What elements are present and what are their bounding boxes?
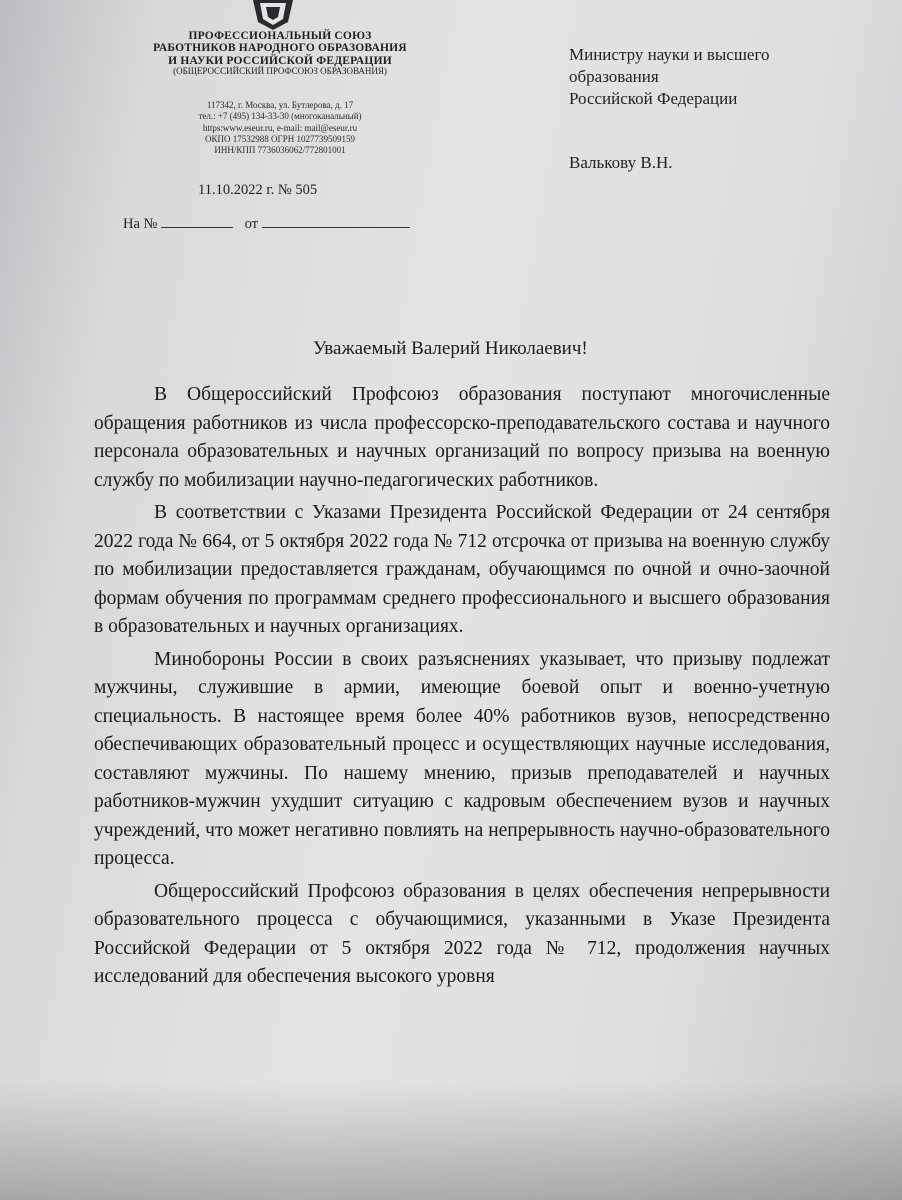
organization-header (120, 30, 440, 77)
letter-date-number: 11.10.2022 г. № 505 (198, 182, 318, 198)
contact-web-email: https:www.eseur.ru, e-mail: mail@eseur.ru (202, 122, 358, 133)
contact-inn-kpp: ИНН/КПП 7736036062/772801001 (214, 145, 346, 155)
body-paragraph: Минобороны России в своих разъяснениях указывает, что призыву подлежат мужчины, служившие в армии, имеющие боевой опыт и военно-учетную специальность. В настоящее время более 40% работников вузов, непосредственно обеспечивающих образовательный процесс и осуществляющих научные исследования, составляют мужчины. По нашему мнению, призыв преподавателей и научных работников-мужчин ухудшит ситуацию с кадровым обеспечением вузов и научных учреждений, что может негативно повлиять на непрерывность научно-образовательного процесса. (94, 648, 830, 869)
org-name-line: ПРОФЕССИОНАЛЬНЫЙ СОЮЗ (188, 30, 372, 42)
recipient-line: Российской Федерации (569, 89, 738, 108)
body-paragraph: В соответствии с Указами Президента Российской Федерации от 24 сентября 2022 года № 664, от 5 октября 2022 года № 712 отсрочка от призыва на военную службу по мобилизации предоставляется гражданам, обучающимся по очной и очно-заочной формам обучения по программам среднего профессионального и высшего образования в образовательных и научных организациях. (94, 502, 830, 637)
recipient-line: образования (569, 67, 659, 86)
letter-body (94, 381, 830, 992)
ref-from: от (244, 216, 259, 232)
ref-date-blank (262, 215, 410, 228)
contact-okpo-ogrn: ОКПО 17532988 ОГРН 1027739509159 (205, 133, 355, 144)
recipient-block (569, 44, 869, 110)
org-name-line: И НАУКИ РОССИЙСКОЙ ФЕДЕРАЦИИ (168, 54, 392, 67)
union-logo-icon (248, 0, 298, 30)
org-contacts (145, 100, 415, 156)
org-name-line: РАБОТНИКОВ НАРОДНОГО ОБРАЗОВАНИЯ (153, 42, 407, 55)
ref-prefix: На № (123, 216, 158, 232)
contact-phone: тел.: +7 (495) 134-33-30 (многоканальный) (198, 111, 362, 122)
contact-address: 117342, г. Москва, ул. Бутлерова, д. 17 (206, 100, 354, 110)
body-paragraph: Общероссийский Профсоюз образования в целях обеспечения непрерывности образовательного процесса с обучающимися, указанными в Указе Президента Российской Федерации от 5 октября 2022 года № 712, продолжения научных исследований для обеспечения высокого уровня (94, 880, 830, 987)
reference-line (123, 215, 410, 233)
body-paragraph: В Общероссийский Профсоюз образования поступают многочисленные обращения работников из числа профессорско-преподавательского состава и научного персонала образовательных и научных организаций по вопросу призыва на военную службу по мобилизации научно-педагогических работников. (94, 384, 830, 491)
ref-number-blank (161, 215, 233, 228)
recipient-name: Валькову В.Н. (569, 153, 673, 172)
org-short-name: (ОБЩЕРОССИЙСКИЙ ПРОФСОЮЗ ОБРАЗОВАНИЯ) (173, 66, 387, 77)
recipient-line: Министру науки и высшего (569, 45, 770, 64)
salutation: Уважаемый Валерий Николаевич! (313, 338, 588, 359)
photo-shadow (0, 1080, 902, 1200)
